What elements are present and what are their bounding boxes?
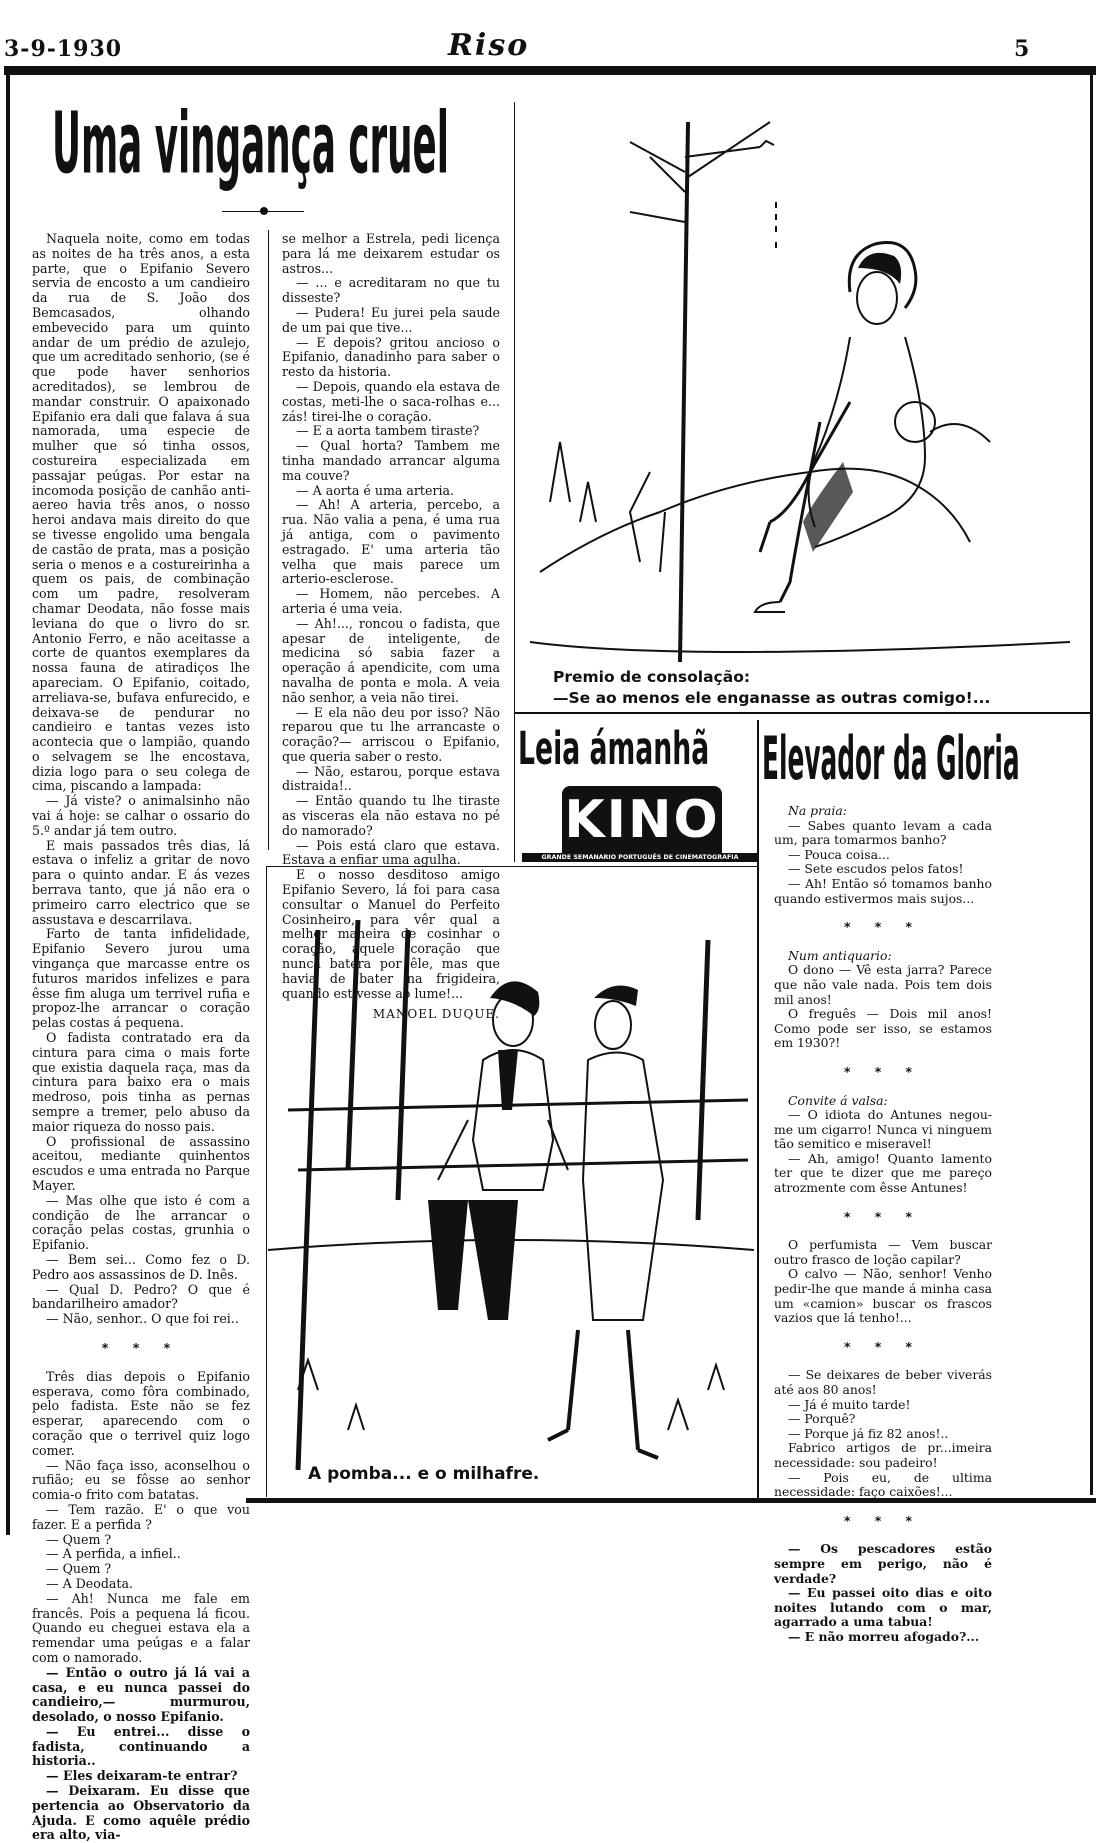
humor-line: — Ah, amigo! Quanto lamento ter que te dizer que me pareço atrozmente com êsse Antunes! bbox=[774, 1150, 992, 1196]
caption-line: —Se ao menos ele enganasse as outras comigo!... bbox=[553, 689, 991, 707]
humor-column bbox=[774, 804, 992, 1645]
paragraph: — E ela não deu por isso? Não reparou que tu lhe arrancaste o coração?— arriscou o Epifanio, que queria saber o resto. bbox=[282, 704, 500, 764]
paragraph: — Eles deixaram-te entrar? bbox=[46, 1768, 238, 1784]
right-border bbox=[1090, 75, 1093, 1495]
page-number: 5 bbox=[1014, 36, 1030, 62]
illustration-couple bbox=[268, 867, 754, 1470]
humor-line: O dono — Vê esta jarra? Parece que não vale nada. Pois tem dois mil anos! bbox=[774, 962, 992, 1007]
ad-headline: Leia ámanhã bbox=[518, 722, 710, 775]
paragraph: — Não, senhor.. O que foi rei.. bbox=[46, 1311, 239, 1327]
humor-line: — Os pescadores estão sempre em perigo, não é verdade? bbox=[774, 1541, 992, 1586]
humor-line: Na praia: bbox=[788, 803, 847, 818]
header-rule bbox=[4, 66, 1096, 75]
ad-tagline: GRANDE SEMANARIO PORTUGUÊS DE CINEMATOGRAFIA bbox=[522, 853, 758, 862]
paragraph: — Não faça isso, aconselhou o rufião; eu se fôsse ao senhor comia-o frito com batatas. bbox=[32, 1457, 250, 1503]
humor-line: — Eu passei oito dias e oito noites lutando com o mar, agarrado a uma tabua! bbox=[774, 1585, 992, 1630]
column-title: Elevador da Gloria bbox=[762, 723, 1020, 794]
humor-line: Convite á valsa: bbox=[788, 1092, 888, 1108]
title-ornament-dot bbox=[260, 207, 268, 215]
paragraph: — A perfida, a infiel.. bbox=[46, 1546, 181, 1562]
caption-line: Premio de consolação: bbox=[553, 668, 751, 686]
paragraph: — Depois, quando ela estava de costas, meti-lhe o saca-rolhas e... zás! tirei-lhe o coração. bbox=[282, 378, 500, 424]
section-separator: * * * bbox=[843, 1512, 923, 1528]
ad-brand: KINO bbox=[564, 790, 720, 850]
humor-line: — E não morreu afogado?... bbox=[788, 1628, 980, 1644]
paragraph: — Qual horta? Tambem me tinha mandado arrancar alguma ma couve? bbox=[282, 438, 500, 483]
illustration-seated-woman bbox=[520, 102, 1080, 662]
paragraph: — E a aorta tambem tiraste? bbox=[296, 423, 480, 439]
masthead-logo: Riso bbox=[448, 28, 530, 63]
section-rule bbox=[514, 712, 1090, 714]
paragraph: — Tem razão. E' o que vou fazer. E a perfida ? bbox=[32, 1501, 250, 1532]
humor-line: — Pois eu, de ultima necessidade: faço caixões!... bbox=[774, 1469, 992, 1500]
paragraph: — Pois está claro que estava. Estava a enfiar uma agulha. bbox=[282, 837, 500, 868]
section-separator: * * * bbox=[101, 1339, 181, 1355]
paragraph: — Ah! Nunca me fale em francês. Pois a pequena lá ficou. Quando eu cheguei estava ela a remendar uma peúgas e a falar com o namorado. bbox=[32, 1590, 250, 1665]
paragraph: Farto de tanta infidelidade, Epifanio Severo jurou uma vingança que marcasse entre os futuros maridos infelizes e para êsse fim aluga um terrivel rufia e propoz-lhe arrancar o coração pelas costas á pequena. bbox=[32, 926, 250, 1031]
section-separator: * * * bbox=[843, 919, 923, 935]
paragraph: — E depois? gritou ancioso o Epifanio, danadinho para saber o resto da historia. bbox=[282, 334, 500, 380]
paragraph: — Já viste? o animalsinho não vai á hoje: se calhar o ossario do 5.º andar já tem outro. bbox=[32, 793, 250, 838]
issue-date: 3-9-1930 bbox=[4, 36, 123, 62]
paragraph: — Então quando tu lhe tiraste as visceras ela não estava no pé do namorado? bbox=[282, 793, 500, 838]
humor-line: — Sete escudos pelos fatos! bbox=[788, 861, 964, 877]
paragraph: Naquela noite, como em todas as noites de ha três anos, a esta parte, que o Epifanio Severo servia de encosto a um candieiro da rua de S. João dos Bemcasados, olhando embevecido para um quinto andar de um prédio de azulejo, que um acreditado senhorio, (se é que pode haver senhorios acreditados), se lembrou de mandar construir. O apaixonado Epifanio era dali que falava á sua namorada, uma especie de mulher que só tinha ossos, costureira especializada em passajar peúgas. Por estar na incomoda posição de canhão anti-aereo havia três anos, o nosso heroi andava mais direito do que se tivesse engolido uma bengala de castão de prata, mas a posição seria o menos e a costureirinha a quem os pais, de combinação com um padre, resolveram chamar Deodata, não fosse mais leviana do que o livro do sr. Antonio Ferro, e não aceitasse a corte de quantos exemplares da nossa fauna de atiradiços lhe apareciam. O Epifanio, coitado, arreliava-se, bufava enfurecido, e deixava-se de pendurar no candieiro e tantas vezes isto acontecia que o lampião, quando o selvagem se lhe encostava, dizia logo para o seu colega de cima, piscando a lampada: bbox=[32, 231, 250, 794]
humor-line: — Pouca coisa... bbox=[788, 846, 890, 862]
left-border bbox=[6, 75, 10, 1535]
humor-line: — Ah! Então só tomamos banho quando estivermos mais sujos... bbox=[774, 875, 992, 906]
paragraph: — Homem, não percebes. A arteria é uma veia. bbox=[282, 586, 500, 616]
paragraph: — Mas olhe que isto é com a condição de lhe arrancar o coração pelas costas, grunhia o Epifanio. bbox=[32, 1192, 250, 1253]
paragraph: E mais passados três dias, lá estava o infeliz a gritar de novo para o quinto andar. E ás vezes berrava tanto, que já não era o primeiro carro electrico que se assustava e descarrilava. bbox=[32, 837, 250, 927]
paragraph: Três dias depois o Epifanio esperava, como fôra combinado, pelo fadista. Este não se fez esperar, aparecendo com o coração que o terrivel quiz logo comer. bbox=[32, 1368, 250, 1458]
humor-line: O calvo — Não, senhor! Venho pedir-lhe que mande á minha casa um «camion» buscar os frascos vazios que lá tenho!... bbox=[774, 1266, 992, 1326]
humor-line: O perfumista — Vem buscar outro frasco de loção capilar? bbox=[774, 1237, 992, 1267]
humor-line: — Sabes quanto levam a cada um, para tomarmos banho? bbox=[774, 817, 992, 848]
paragraph: — Ah! A arteria, percebo, a rua. Não valia a pena, é uma rua já antiga, com o pavimento estragado. E' uma arteria tão velha que mais parece um arterio-esclerose. bbox=[282, 497, 500, 587]
column-rule-2 bbox=[514, 102, 515, 862]
section-separator: * * * bbox=[843, 1338, 923, 1354]
section-separator: * * * bbox=[843, 1063, 923, 1079]
paragraph: se melhor a Estrela, pedi licença para lá me deixarem estudar os astros... bbox=[282, 231, 500, 276]
article-signature: MANOEL DUQUE. bbox=[372, 1007, 500, 1022]
paragraph: — Qual D. Pedro? O que é bandarilheiro amador? bbox=[32, 1281, 250, 1312]
paragraph: — Não, estarou, porque estava distraida!.. bbox=[282, 763, 500, 794]
paragraph: — Pudera! Eu jurei pela saude de um pai que tive... bbox=[282, 304, 500, 335]
humor-line: O freguês — Dois mil anos! Como pode ser isso, se estamos em 1930?! bbox=[774, 1006, 992, 1051]
article-title: Uma vingança cruel bbox=[52, 95, 449, 194]
humor-line: — Porquê? bbox=[788, 1411, 856, 1427]
humor-line: — Porque já fiz 82 anos!.. bbox=[788, 1425, 949, 1441]
humor-line: — Se deixares de beber viverás até aos 80 anos! bbox=[774, 1367, 992, 1397]
illustration-caption-1 bbox=[553, 667, 1083, 709]
ad-brand-box bbox=[562, 786, 722, 854]
paragraph: — A aorta é uma arteria. bbox=[296, 482, 454, 498]
illustration-caption-2: A pomba... e o milhafre. bbox=[308, 1464, 540, 1484]
paragraph: E o nosso desditoso amigo Epifanio Severo, lá foi para casa consultar o Manuel do Perfeito Cosinheiro, para vêr qual a melhor maneira de cosinhar o coração, aquele coração que nunca batera por êle, mas que havia de bater na frigideira, quando estivesse ao lume!... bbox=[282, 867, 500, 1001]
humor-line: Fabrico artigos de pr...imeira necessidade: sou padeiro! bbox=[774, 1440, 992, 1470]
paragraph: — Ah!..., roncou o fadista, que apesar de inteligente, de medicina só sabia fazer a operação á apendicite, com uma navalha de ponta e mola. A veia não senhor, a veia não tirei. bbox=[282, 615, 500, 705]
paragraph: O profissional de assassino aceitou, mediante quinhentos escudos e uma entrada no Parque Mayer. bbox=[32, 1133, 250, 1193]
paragraph: — Quem ? bbox=[46, 1561, 112, 1577]
section-separator: * * * bbox=[843, 1208, 923, 1224]
paragraph: — A Deodata. bbox=[46, 1575, 133, 1591]
paragraph: — ... e acreditaram no que tu disseste? bbox=[282, 275, 500, 306]
paragraph: — Bem sei... Como fez o D. Pedro aos assassinos de D. Inês. bbox=[32, 1251, 250, 1282]
column-rule-3 bbox=[757, 720, 759, 1500]
humor-line: — Já é muito tarde! bbox=[788, 1396, 911, 1412]
paragraph: — Então o outro já lá vai a casa, e eu nunca passei do candieiro,— murmurou, desolado, o nosso Epifanio. bbox=[32, 1664, 250, 1725]
article-column-1 bbox=[32, 232, 250, 1843]
humor-line: Num antiquario: bbox=[788, 947, 892, 963]
paragraph: — Quem ? bbox=[46, 1531, 112, 1547]
paragraph: O fadista contratado era da cintura para cima o mais forte que existia daquela raça, mas da cintura para baixo era o mais medroso, pois tinha as pernas sempre a tremer, pelo abuso da maior riqueza do nosso pais. bbox=[32, 1030, 250, 1134]
humor-line: — O idiota do Antunes negou-me um cigarro! Nunca vi ninguem tão semitico e miseravel! bbox=[774, 1107, 992, 1152]
column-rule-1 bbox=[268, 230, 269, 850]
paragraph: — Eu entrei... disse o fadista, continuando a historia.. bbox=[32, 1723, 250, 1769]
paragraph: — Deixaram. Eu disse que pertencia ao Observatorio da Ajuda. E como aquêle prédio era alto, via- bbox=[32, 1783, 250, 1843]
